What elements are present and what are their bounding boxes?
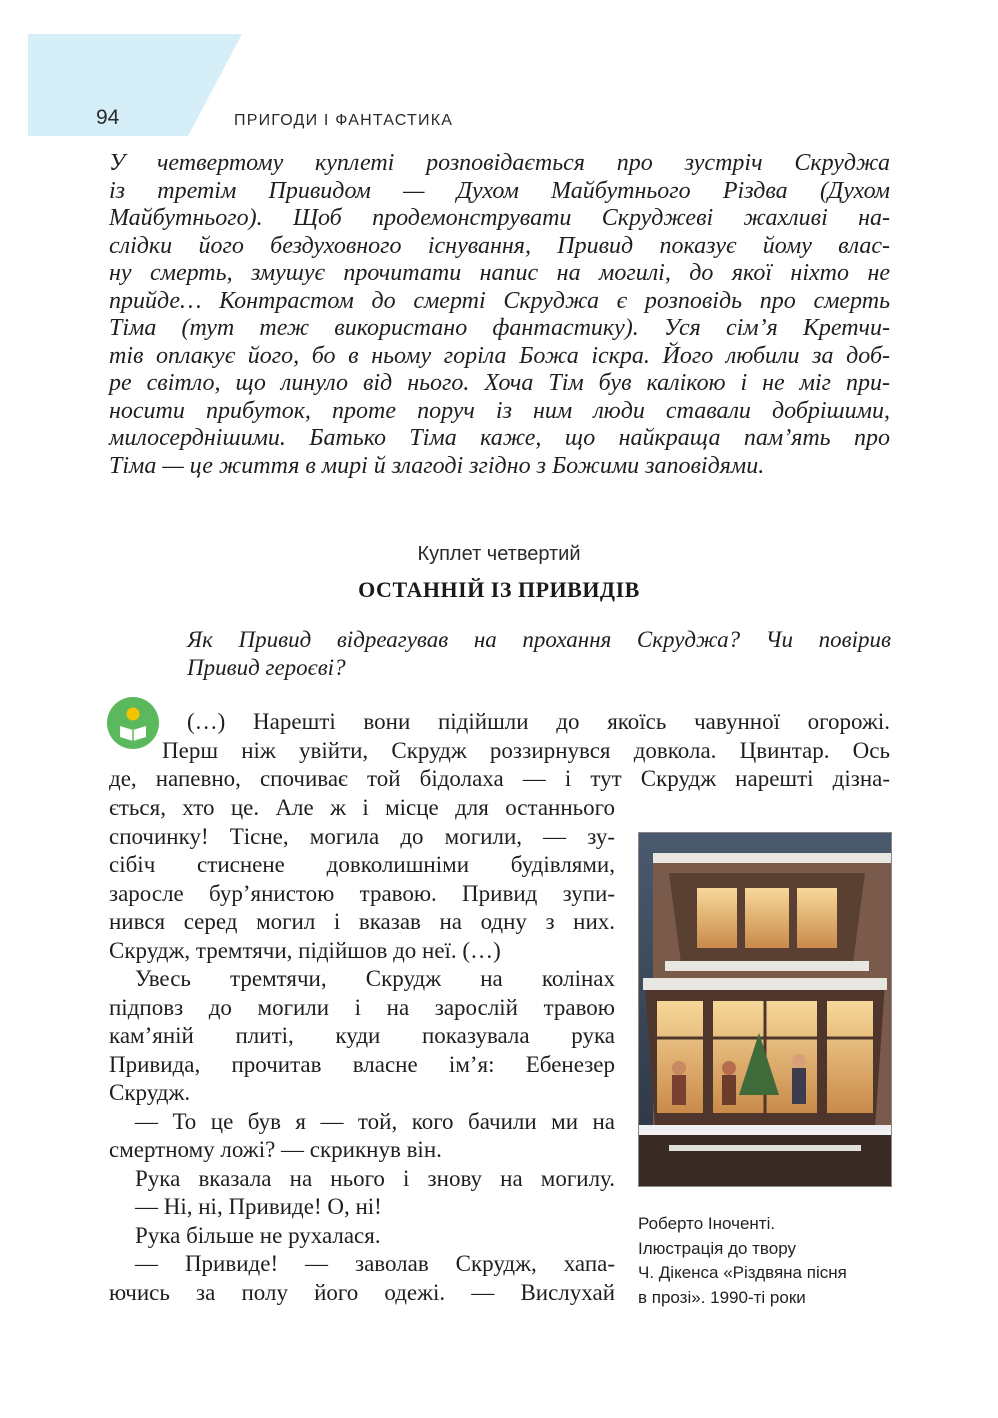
text-line: сібіч стиснене довколишніми будівлями, bbox=[109, 852, 615, 877]
text-line: нився серед могил і вказав на одну з них. bbox=[109, 909, 615, 934]
illustration-caption bbox=[638, 1212, 898, 1310]
text-line: — Ні, ні, Привиде! О, ні! bbox=[135, 1194, 382, 1219]
text-line: ється, хто це. Але ж і місце для останнього bbox=[109, 795, 615, 820]
caption-line: Ілюстрація до твору bbox=[638, 1238, 796, 1258]
intro-line: ну смерть, змушує прочитати напис на могилі, до якої ніхто не bbox=[109, 260, 890, 286]
section-title: ОСТАННІЙ ІЗ ПРИВИДІВ bbox=[358, 577, 640, 602]
text-line: (…) Нарешті вони підійшли до якоїсь чавунної огорожі. bbox=[187, 709, 890, 734]
text-line: Рука більше не рухалася. bbox=[135, 1222, 381, 1248]
caption-line: в прозі». 1990-ті роки bbox=[638, 1287, 806, 1307]
text-column bbox=[109, 794, 615, 1307]
text-line: кам’яній плиті, куди показувала рука bbox=[109, 1023, 615, 1048]
intro-line: прийде… Контрастом до смерті Скруджа є розповідь про смерть bbox=[109, 287, 890, 314]
intro-line: тів оплакує його, бо в ньому горіла Божа іскра. Його любили за доб- bbox=[109, 342, 890, 369]
intro-paragraph bbox=[109, 150, 890, 480]
page-number: 94 bbox=[96, 106, 120, 129]
text-full-width bbox=[109, 708, 890, 794]
intro-line: носити прибуток, проте поруч із ним люди ставали добрішими, bbox=[109, 397, 890, 424]
intro-line: Майбутнього). Щоб продемонструвати Скруджеві жахливі на- bbox=[109, 205, 890, 231]
running-head: ПРИГОДИ І ФАНТАСТИКА bbox=[234, 112, 454, 129]
intro-line: Тіма (тут теж використано фантастику). Уся сім’я Кретчи- bbox=[109, 315, 890, 341]
text-line: — То це був я — той, кого бачили ми на bbox=[135, 1108, 615, 1134]
text-line: де, напевно, спочиває той бідолаха — і тут Скрудж нарешті дізна- bbox=[109, 766, 890, 791]
question-line: Привид героєві? bbox=[187, 655, 346, 680]
intro-line: Тіма — це життя в мирі й злагоді згідно з Божими заповідями. bbox=[109, 452, 765, 479]
text-line: Увесь тремтячи, Скрудж на колінах bbox=[135, 966, 615, 991]
text-line: Рука вказала на нього і знову на могилу. bbox=[135, 1165, 615, 1191]
text-line: Скрудж, тремтячи, підійшов до неї. (…) bbox=[109, 937, 501, 963]
text-line: Скрудж. bbox=[109, 1080, 191, 1105]
question-line: Як Привид відреагував на прохання Скруджа? Чи повірив bbox=[187, 627, 891, 652]
section-subtitle: Куплет четвертий bbox=[417, 543, 581, 565]
text-line: — Привиде! — заволав Скрудж, хапа- bbox=[135, 1251, 615, 1276]
intro-line: милосерднішими. Батько Тіма каже, що найкраща пам’ять про bbox=[109, 425, 890, 451]
text-line: спочинку! Тісне, могила до могили, — зу- bbox=[109, 823, 615, 849]
text-line: Перш ніж увійти, Скрудж роззирнувся довкола. Цвинтар. Ось bbox=[162, 737, 890, 763]
intro-line: ре світло, що линуло від нього. Хоча Тім був калікою і не міг при- bbox=[109, 370, 890, 396]
header-tab bbox=[28, 34, 242, 136]
text-line: ючись за полу його одежі. — Вислухай bbox=[109, 1279, 615, 1305]
intro-line: слідки його бездуховного існування, Привид показує йому влас- bbox=[109, 232, 890, 259]
caption-line: Роберто Іноченті. bbox=[638, 1214, 776, 1233]
intro-line: У четвертому куплеті розповідається про зустріч Скруджа bbox=[109, 150, 890, 176]
text-line: заросле бур’янистою травою. Привид зупи- bbox=[109, 880, 615, 906]
illustration-image bbox=[638, 832, 892, 1187]
intro-line: із третім Привидом — Духом Майбутнього Різдва (Духом bbox=[109, 177, 890, 204]
text-line: смертному ложі? — скрикнув він. bbox=[109, 1137, 442, 1162]
caption-line: Ч. Дікенса «Різдвяна пісня bbox=[638, 1263, 847, 1282]
text-line: підповз до могили і на зарослій травою bbox=[109, 994, 615, 1020]
text-line: Привида, прочитав власне ім’я: Ебенезер bbox=[109, 1051, 615, 1077]
question-block bbox=[187, 626, 891, 682]
